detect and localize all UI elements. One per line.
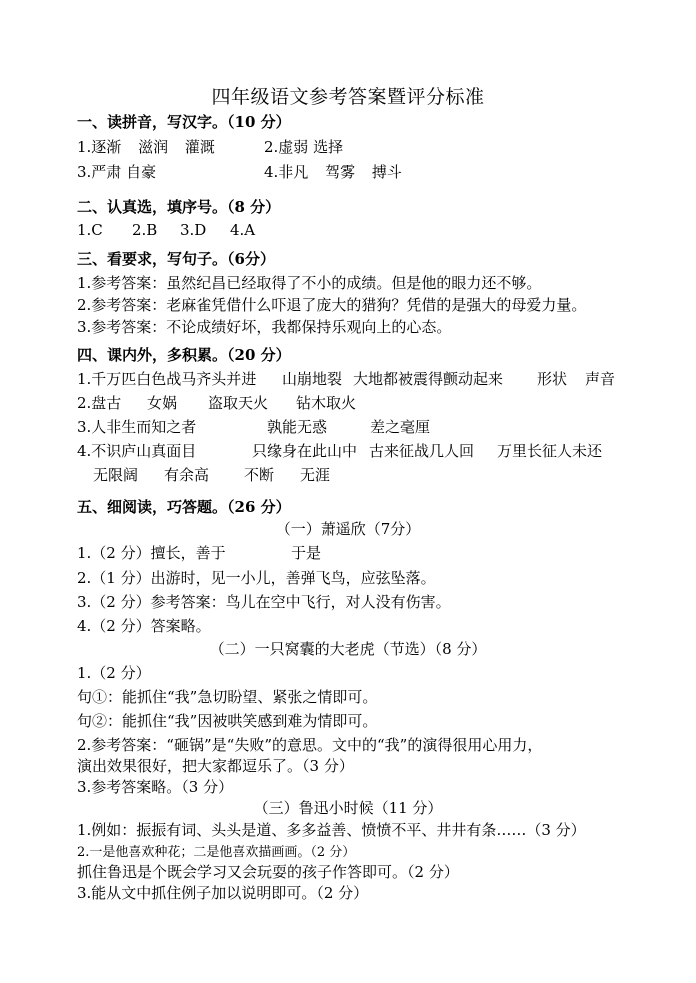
p2-question-2b: 演出效果很好，把大家都逗乐了。（3 分） <box>77 757 354 775</box>
s4-line-2c: 盗取天火 <box>208 394 269 412</box>
s1-answer-4: 4.非凡 驾雾 搏斗 <box>264 163 402 181</box>
p2-sentence-1: 句①：能抓住“我”急切盼望、紧张之情即可。 <box>77 688 378 706</box>
section-3-heading: 三、看要求，写句子。（6分） <box>77 250 275 268</box>
s1-answer-3: 3.严肃 自豪 <box>77 163 157 181</box>
s4-line-2a: 2.盘古 <box>77 394 122 412</box>
s1-answer-2: 2.虚弱 选择 <box>264 138 344 156</box>
s4-line-1c: 大地都被震得颤动起来 <box>353 370 504 388</box>
p1-question-3: 3.（2 分）参考答案：鸟儿在空中飞行，对人没有伤害。 <box>77 593 451 611</box>
s4-line-4a: 4.不识庐山真面目 <box>77 442 197 460</box>
p2-question-2a: 2.参考答案：“砸锅”是“失败”的意思。文中的“我”的演得很用心用力， <box>77 736 543 754</box>
s1-answer-1: 1.逐渐 滋润 灌溉 <box>77 138 215 156</box>
p3-question-3: 3.能从文中抓住例子加以说明即可。（2 分） <box>77 884 369 902</box>
s3-answer-1: 1.参考答案：虽然纪昌已经取得了不小的成绩。但是他的眼力还不够。 <box>77 274 542 292</box>
s2-answer-3: 3.D <box>180 221 207 239</box>
s4-line-3a: 3.人非生而知之者 <box>77 418 197 436</box>
p1-question-2: 2.（1 分）出游时，见一小儿，善弹飞鸟，应弦坠落。 <box>77 569 436 587</box>
s3-answer-2: 2.参考答案：老麻雀凭借什么吓退了庞大的猎狗？凭借的是强大的母爱力量。 <box>77 296 587 314</box>
s4-line-5c: 不断 <box>244 466 275 484</box>
passage-1-title: （一）萧遥欣（7分） <box>275 520 421 538</box>
p3-question-2: 2.一是他喜欢种花；二是他喜欢描画画。（2 分） <box>77 845 356 860</box>
p2-question-1: 1.（2 分） <box>77 664 151 682</box>
p1-question-4: 4.（2 分）答案略。 <box>77 617 211 635</box>
s4-line-1d: 形状 <box>537 370 568 388</box>
s4-line-5a: 无限阔 <box>93 466 139 484</box>
passage-3-title: （三）鲁迅小时候（11 分） <box>253 799 443 817</box>
p3-question-2b: 抓住鲁迅是个既会学习又会玩耍的孩子作答即可。（2 分） <box>77 863 459 881</box>
p2-sentence-2: 句②：能抓住“我”因被哄笑感到难为情即可。 <box>77 712 378 730</box>
section-5-heading: 五、细阅读，巧答题。（26 分） <box>77 498 291 516</box>
s2-answer-2: 2.B <box>132 221 158 239</box>
s4-line-2d: 钻木取火 <box>296 394 357 412</box>
section-1-heading: 一、读拼音，写汉字。（10 分） <box>77 113 291 131</box>
s4-line-4d: 万里长征人未还 <box>497 442 603 460</box>
s4-line-5b: 有余高 <box>164 466 210 484</box>
s4-line-1b: 山崩地裂 <box>282 370 343 388</box>
page-title: 四年级语文参考答案暨评分标准 <box>211 86 485 108</box>
s4-line-4c: 古来征战几人回 <box>369 442 475 460</box>
s4-line-5d: 无涯 <box>300 466 331 484</box>
section-1-row-1 <box>77 136 215 157</box>
p1-question-1b: 于是 <box>291 544 322 562</box>
passage-2-title: （二）一只窝囊的大老虎（节选）（8 分） <box>209 640 487 658</box>
s4-line-1e: 声音 <box>585 370 616 388</box>
s4-line-2b: 女娲 <box>147 394 178 412</box>
section-2-heading: 二、认真选，填序号。（8 分） <box>77 198 281 216</box>
s2-answer-1: 1.C <box>77 221 103 239</box>
s3-answer-3: 3.参考答案：不论成绩好坏，我都保持乐观向上的心态。 <box>77 318 452 336</box>
p1-question-1a: 1.（2 分）擅长，善于 <box>77 544 226 562</box>
s4-line-4b: 只缘身在此山中 <box>252 442 358 460</box>
s2-answer-4: 4.A <box>230 221 256 239</box>
s4-line-3b: 孰能无惑 <box>267 418 328 436</box>
section-4-heading: 四、课内外，多积累。（20 分） <box>77 346 291 364</box>
s4-line-3c: 差之毫厘 <box>370 418 431 436</box>
s4-line-1a: 1.千万匹白色战马齐头并进 <box>77 370 257 388</box>
p2-question-3: 3.参考答案略。（3 分） <box>77 778 234 796</box>
p3-question-1: 1.例如：振振有词、头头是道、多多益善、愤愤不平、井井有条……（3 分） <box>77 821 586 839</box>
